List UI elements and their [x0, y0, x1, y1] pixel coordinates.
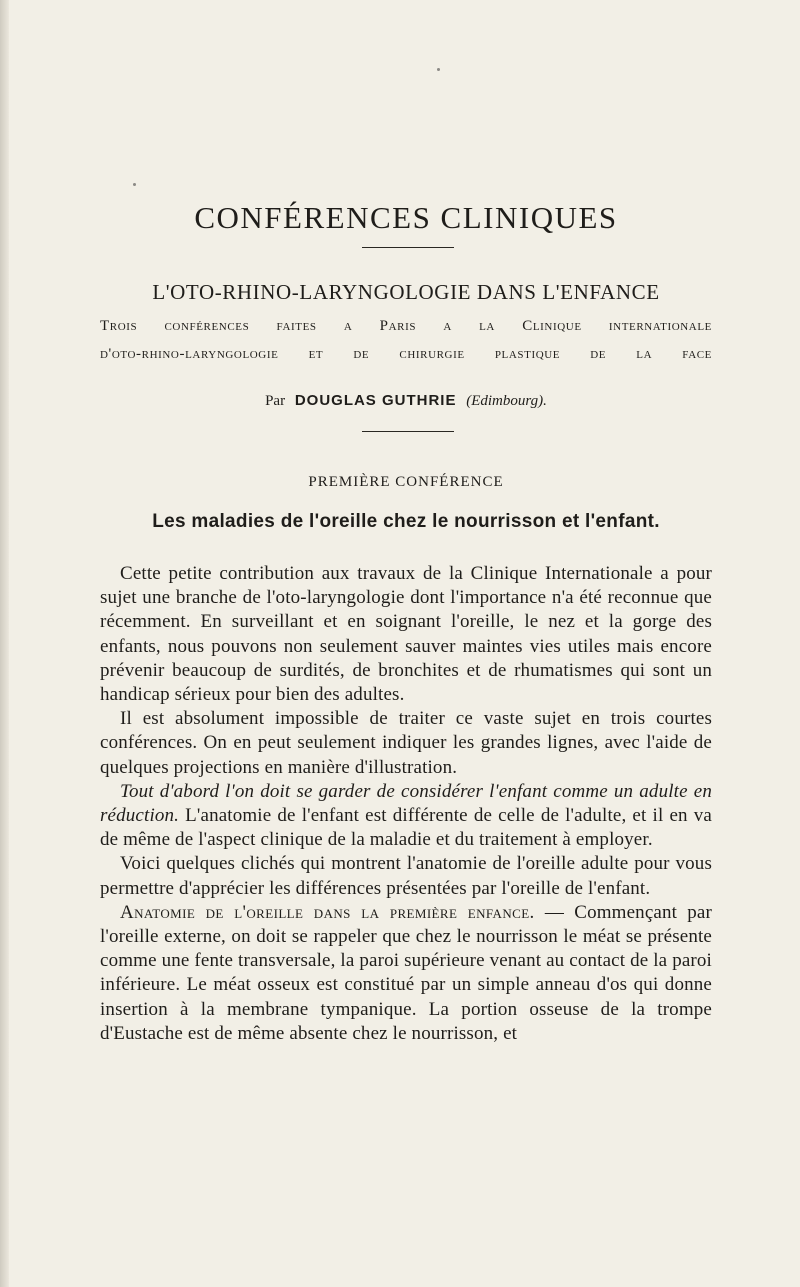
- paragraph-5-text: — Commençant par l'oreille externe, on doit se rappeler que chez le nourrisson le méat se présente comme une fente transversale, la paroi supérieure venant au contact de la paroi inférieure. Le méat osseux est constitué par un simple anneau d'os qui donne insertion à la membrane tympanique. La portion osseuse de la trompe d'Eustache est de même absente chez le nourrisson, et: [100, 901, 712, 1044]
- document-page: [100, 0, 712, 1287]
- paragraph-3-text: L'anatomie de l'enfant est différente de celle de l'adulte, et il en va de même de l'aspect clinique de la maladie et du traitement à employer.: [100, 805, 712, 851]
- series-description-line-1: Trois conférences faites a Paris a la Clinique internationale: [100, 318, 712, 334]
- lecture-title: Les maladies de l'oreille chez le nourrisson et l'enfant.: [152, 511, 660, 532]
- page-binding-edge: [0, 0, 9, 1287]
- byline-divider: [362, 431, 454, 432]
- paragraph-5-heading: Anatomie de l'oreille dans la première enfance.: [120, 901, 535, 923]
- title-divider: [362, 247, 454, 248]
- byline-prefix: Par: [265, 393, 286, 409]
- section-heading: PREMIÈRE CONFÉRENCE: [308, 474, 504, 490]
- subtitle: L'OTO-RHINO-LARYNGOLOGIE DANS L'ENFANCE: [152, 280, 660, 304]
- byline: [100, 392, 712, 410]
- paragraph-5: [100, 901, 712, 1046]
- paragraph-2: Il est absolument impossible de traiter ce vaste sujet en trois courtes conférences. On en peut seulement indiquer les grandes lignes, avec l'aide de quelques projections en manière d'illustration.: [100, 708, 712, 778]
- author-name: DOUGLAS GUTHRIE: [294, 392, 457, 409]
- author-place: (Edimbourg).: [466, 393, 547, 409]
- paragraph-1: Cette petite contribution aux travaux de la Clinique Internationale a pour sujet une branche de l'oto-laryngologie dont l'importance n'a été reconnue que récemment. En surveillant et en soignant l'oreille, le nez et la gorge des enfants, nous pouvons non seulement sauver maintes vies utiles mais encore prévenir beaucoup de surdités, de bronchites et de rhumatismes qui sont un handicap sérieux pour bien des adultes.: [100, 563, 712, 706]
- series-description-line-2: d'oto-rhino-laryngologie et de chirurgie plastique de la face: [100, 346, 712, 362]
- paragraph-3: [100, 780, 712, 853]
- paragraph-4: Voici quelques clichés qui montrent l'anatomie de l'oreille adulte pour vous permettre d'apprécier les différences présentées par l'oreille de l'enfant.: [100, 853, 712, 899]
- paragraph-3-emphasis: Tout d'abord l'on doit se garder de considérer l'enfant comme un adulte en réduction.: [100, 780, 712, 827]
- body-text: [100, 562, 712, 1046]
- page-title: CONFÉRENCES CLINIQUES: [194, 200, 618, 235]
